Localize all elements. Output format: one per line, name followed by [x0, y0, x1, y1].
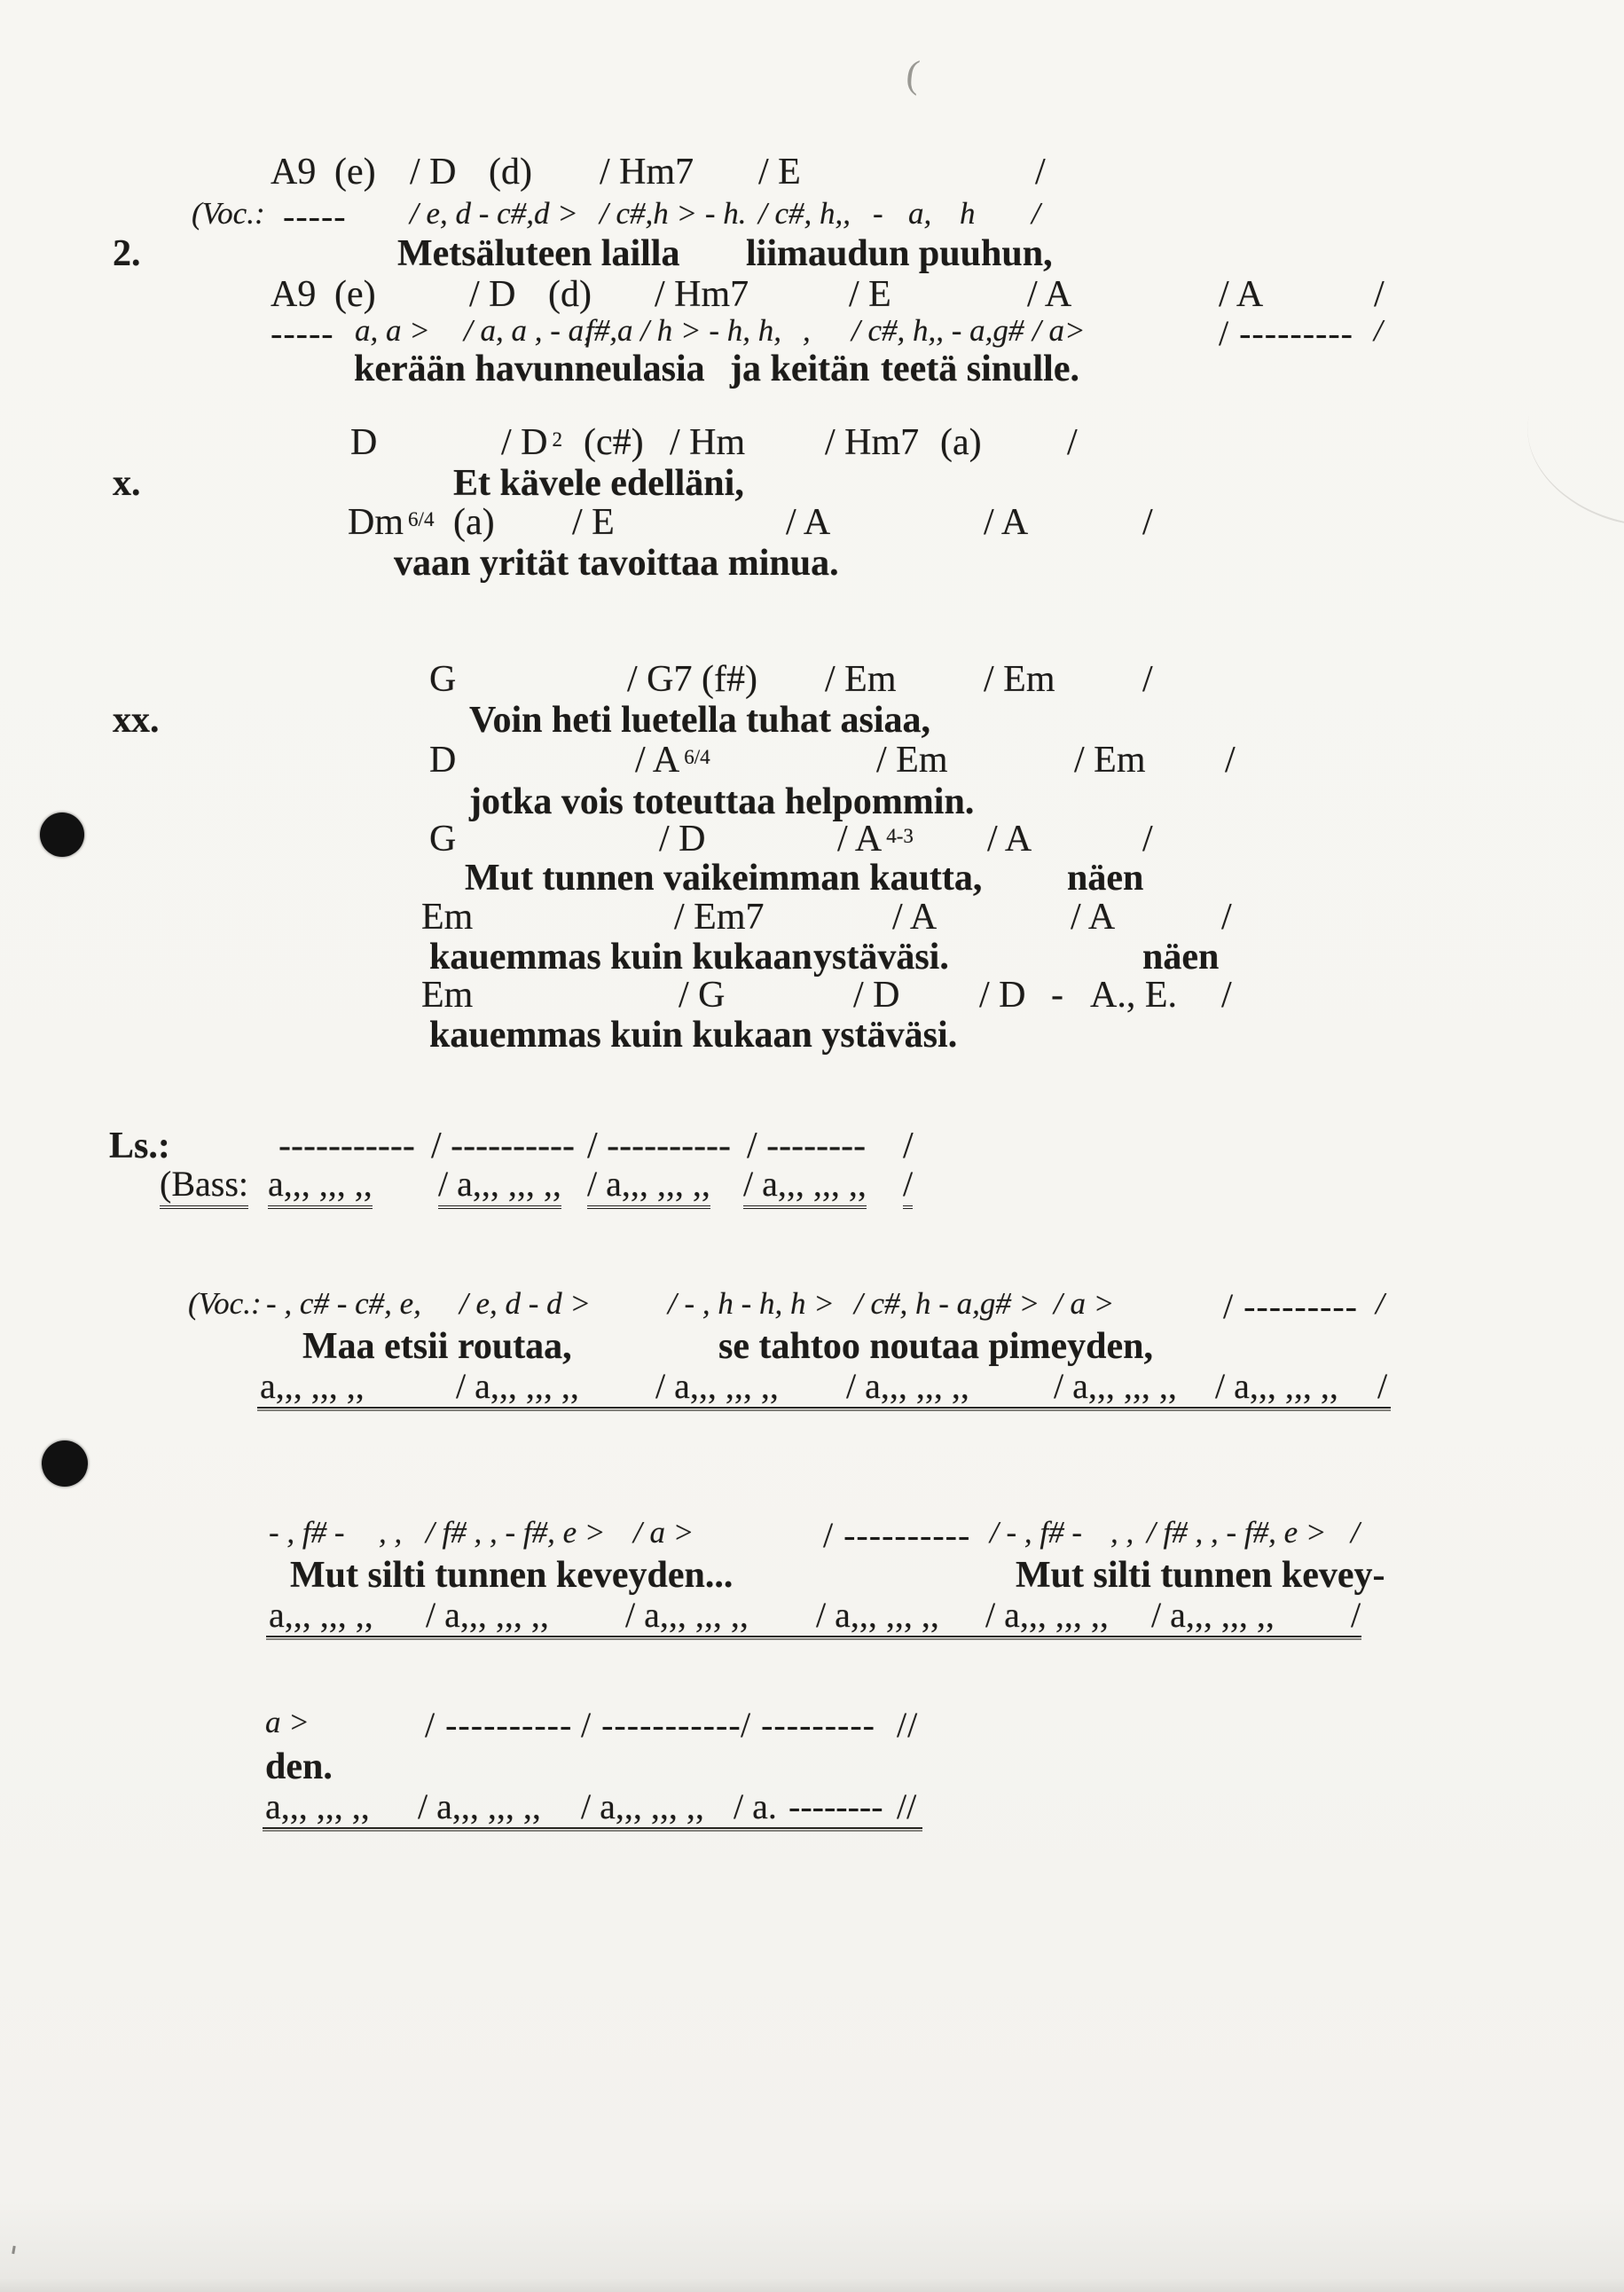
text-segment: / a,,, ,,, ,, [418, 1786, 541, 1826]
text-segment: a,,, ,,, ,, [265, 1786, 370, 1826]
text-segment: / A [1071, 897, 1116, 938]
text-segment: / D $^2$ [501, 422, 563, 463]
text-segment: / e, d - c#,d > [410, 196, 578, 231]
text-segment: / c#, h,, [758, 196, 851, 231]
text-segment: / A [1027, 274, 1072, 315]
text-segment: / [1142, 502, 1153, 543]
text-segment: / Hm7 [655, 274, 749, 315]
text-segment: teetä sinulle. [881, 349, 1079, 389]
text-segment: / f# , , - f#, e > [1147, 1515, 1327, 1550]
bass-pattern-line-3 [0, 1595, 1624, 1641]
text-segment: Mut silti tunnen kevey- [1016, 1555, 1385, 1596]
text-segment: A., E. [1090, 975, 1177, 1016]
text-segment: vaan yrität tavoittaa minua. [394, 543, 839, 584]
text-segment: / a,,, ,,, ,, [581, 1786, 704, 1826]
lyric-line-den [0, 1746, 1624, 1792]
text-segment: / D [979, 975, 1026, 1016]
text-segment: / --------- [1223, 1286, 1358, 1326]
text-segment: a, a > [355, 313, 430, 348]
text-segment: - , f# - [269, 1515, 345, 1550]
text-segment: a, [908, 196, 932, 231]
text-segment: / Em [876, 740, 948, 781]
text-segment: / [1374, 274, 1385, 315]
text-segment: G [429, 659, 457, 700]
chord-line-versexx-a [0, 658, 1624, 704]
text-segment: / a,,, ,,, ,, [426, 1595, 549, 1635]
text-segment: / D [853, 975, 900, 1016]
text-segment: (Voc.: [188, 1286, 262, 1321]
text-segment: / a. [734, 1786, 777, 1826]
text-segment: / a, a , - a, [464, 313, 592, 348]
text-segment: / a,,, ,,, ,, [438, 1164, 561, 1209]
text-segment: / [1035, 152, 1046, 192]
text-segment: kauemmas kuin kukaan [429, 937, 812, 977]
text-segment: / [1032, 196, 1040, 231]
text-segment: , , [1110, 1515, 1134, 1550]
text-segment: / ---------- [823, 1515, 971, 1555]
text-segment: Et kävele edelläni, [453, 463, 744, 504]
text-segment: se tahtoo noutaa pimeyden, [718, 1326, 1154, 1367]
text-segment: liimaudun puuhun, [746, 233, 1053, 274]
bass-underline-rule [263, 1827, 922, 1829]
text-segment: ystäväsi. [813, 937, 949, 977]
text-segment: / a,,, ,,, ,, [1215, 1366, 1338, 1406]
text-segment: / [1225, 740, 1236, 781]
lyric-line-verse2-b [0, 348, 1624, 394]
text-segment: näen [1067, 858, 1144, 899]
text-segment: ----- [271, 313, 334, 353]
text-segment: / e, d - d > [459, 1286, 592, 1321]
text-segment: / [1351, 1515, 1360, 1550]
text-segment: / ---------- [431, 1126, 576, 1166]
hole-punch-mark [40, 812, 84, 857]
text-segment: a,,, ,,, ,, [268, 1164, 373, 1209]
text-segment: Ls.: [109, 1126, 170, 1166]
text-segment: / a,,, ,,, ,, [1054, 1366, 1177, 1406]
text-segment: / a,,, ,,, ,, [587, 1164, 710, 1209]
text-segment: / Hm7 [600, 152, 694, 192]
bass-pattern-line-1 [0, 1164, 1624, 1210]
text-segment: / ---------- [425, 1705, 573, 1745]
text-segment: / a,,, ,,, ,, [846, 1366, 969, 1406]
text-segment: / E [849, 274, 891, 315]
text-segment: / a,,, ,,, ,, [655, 1366, 779, 1406]
lyric-line-maa [0, 1325, 1624, 1371]
text-segment: / ----------- [581, 1705, 741, 1745]
text-segment: / a > [633, 1515, 694, 1550]
text-segment: / A $^{6/4}$ [635, 740, 710, 781]
lyric-line-mut [0, 1554, 1624, 1600]
text-segment: / a,,, ,,, ,, [743, 1164, 867, 1209]
text-segment: / [1221, 897, 1232, 938]
text-segment: / D [410, 152, 457, 192]
lyric-line-versex-b [0, 542, 1624, 588]
text-segment: (e) [334, 274, 376, 315]
text-segment: ja keitän [730, 349, 870, 389]
text-segment: / A [1219, 274, 1264, 315]
text-segment: a,,, ,,, ,, [260, 1366, 365, 1406]
text-segment: / [1374, 313, 1383, 348]
text-segment: A9 [271, 152, 317, 192]
text-segment: // [897, 1786, 917, 1826]
lyric-line-versexx-e [0, 1014, 1624, 1060]
text-segment: / [1351, 1595, 1361, 1635]
stray-pen-mark: ( [904, 51, 922, 97]
chord-line-versex-b [0, 501, 1624, 547]
text-segment: / A [786, 502, 831, 543]
text-segment: ----- [283, 196, 347, 236]
text-segment: näen [1142, 937, 1220, 977]
text-segment: / Hm [670, 422, 746, 463]
text-segment: D [350, 422, 378, 463]
text-segment: / - , h - h, h > [668, 1286, 835, 1321]
text-segment: / [1142, 659, 1153, 700]
text-segment: / [1377, 1366, 1388, 1406]
text-segment: / --------- [1219, 313, 1353, 353]
bass-underline-rule [266, 1636, 1361, 1637]
text-segment: A9 [271, 274, 317, 315]
text-segment: / Em [825, 659, 897, 700]
text-segment: - [873, 196, 883, 231]
text-segment: / A [987, 819, 1032, 860]
text-segment: / Em [1074, 740, 1146, 781]
text-segment: / [1142, 819, 1153, 860]
text-segment: / Em [984, 659, 1055, 700]
text-segment: / E [572, 502, 615, 543]
text-segment: , [803, 313, 811, 348]
chord-line-verse2-a [0, 151, 1624, 197]
text-segment: (Voc.: [192, 196, 265, 231]
text-segment: - , c# - c#, e, [266, 1286, 421, 1321]
text-segment: / a,,, ,,, ,, [456, 1366, 579, 1406]
text-segment: / -------- [747, 1126, 867, 1166]
lyric-line-verse2-a [0, 232, 1624, 279]
text-segment: / A $^{4-3}$ [837, 819, 914, 860]
text-segment: / [1376, 1286, 1385, 1321]
text-segment: / E [758, 152, 801, 192]
text-segment: kerään havunneulasia [354, 349, 705, 389]
text-segment: -------- [788, 1786, 883, 1826]
text-segment: / D [659, 819, 706, 860]
text-segment: f#,a / h > - h, h, [585, 313, 781, 348]
text-segment: kauemmas kuin kukaan ystäväsi. [429, 1015, 958, 1056]
text-segment: (Bass: [160, 1164, 248, 1209]
bass-pattern-line-2 [0, 1366, 1624, 1412]
text-segment: / a,,, ,,, ,, [625, 1595, 749, 1635]
text-segment: / [1221, 975, 1232, 1016]
text-segment: / G [679, 975, 726, 1016]
text-segment: - [1051, 975, 1063, 1016]
text-segment: Mut silti tunnen keveyden... [290, 1555, 734, 1596]
text-segment: jotka vois toteuttaa helpommin. [469, 781, 975, 822]
text-segment: / [903, 1126, 914, 1166]
text-segment: / A [984, 502, 1029, 543]
text-segment: / a,,, ,,, ,, [985, 1595, 1109, 1635]
scan-speck [12, 2246, 16, 2254]
bass-underline-rule [257, 1407, 1391, 1409]
text-segment: xx. [113, 700, 160, 741]
text-segment: Em [421, 897, 474, 938]
text-segment: / c#, h - a,g# > [854, 1286, 1040, 1321]
text-segment: ----------- [279, 1126, 415, 1166]
text-segment: Maa etsii routaa, [302, 1326, 572, 1367]
text-segment: Mut tunnen vaikeimman kautta, [465, 858, 983, 899]
text-segment: D [429, 740, 457, 781]
vocal-notes-line-den [0, 1705, 1624, 1751]
chord-line-versexx-b [0, 739, 1624, 785]
text-segment: h [960, 196, 976, 231]
text-segment: Dm $^{6/4}$ [348, 502, 435, 543]
text-segment: a > [265, 1705, 310, 1739]
bass-pattern-line-4 [0, 1786, 1624, 1833]
hole-punch-mark [42, 1440, 88, 1487]
text-segment: / [903, 1164, 913, 1209]
text-segment: den. [265, 1746, 333, 1787]
text-segment: Em [421, 975, 474, 1016]
text-segment: / a> [1032, 313, 1086, 348]
text-segment: G [429, 819, 457, 860]
text-segment: / c#,h > - h. [600, 196, 747, 231]
text-segment: / D [469, 274, 516, 315]
text-segment: (d) [489, 152, 532, 192]
text-segment: / a,,, ,,, ,, [1151, 1595, 1275, 1635]
text-segment: x. [113, 463, 141, 504]
text-segment: 2. [113, 233, 141, 274]
text-segment: Voin heti luetella tuhat asiaa, [469, 700, 930, 741]
text-segment: (a) [453, 502, 495, 543]
text-segment: / c#, h,, - a,g# [851, 313, 1024, 348]
text-segment: / G7 (f#) [627, 659, 757, 700]
text-segment: (c#) [584, 422, 644, 463]
text-segment: / a > [1054, 1286, 1115, 1321]
text-segment: / Em7 [674, 897, 765, 938]
chord-line-versex-a [0, 421, 1624, 467]
text-segment: a,,, ,,, ,, [269, 1595, 373, 1635]
text-segment: / a,,, ,,, ,, [816, 1595, 939, 1635]
text-segment: , , [379, 1515, 403, 1550]
text-segment: // [897, 1705, 919, 1745]
text-segment: (e) [334, 152, 376, 192]
text-segment: / ---------- [587, 1126, 732, 1166]
text-segment: / [1067, 422, 1078, 463]
text-segment: / - , f# - [990, 1515, 1083, 1550]
text-segment: (a) [940, 422, 982, 463]
text-segment: / Hm7 [825, 422, 920, 463]
text-segment: / A [892, 897, 938, 938]
text-segment: / f# , , - f#, e > [426, 1515, 606, 1550]
text-segment: Metsäluteen lailla [397, 233, 680, 274]
text-segment: (d) [548, 274, 592, 315]
text-segment: / --------- [741, 1705, 875, 1745]
